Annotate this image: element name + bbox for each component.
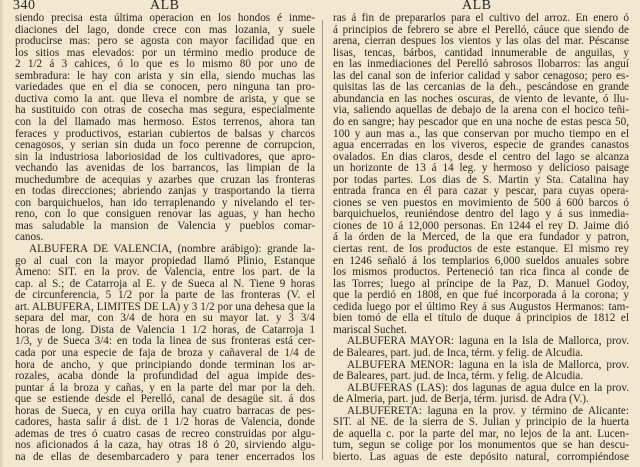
text-line: un horizonte de 13 á 14 leg. y hermoso y delicioso paisage [333,163,629,175]
text-line: cadores, hasta salir á dist. de 1 1/2 horas de Valencia, donde [15,417,315,429]
text-line: go al cual con la mayor propiedad llamó Plinio, Estanque [15,255,315,267]
text-line: por todas partes. Los dias de S. Martin y Sta. Catalina hay [333,174,629,186]
text-line: lisas, tencas, bárbos, cantidad innumerable de anguilas, y [333,47,629,59]
text-line: feraces y productivos, estarian cubiertos de balsas y charcos [15,128,315,140]
text-line: ciones de 10 á 12,000 personas. En 1244 el rey D. Jaime dió [333,220,629,232]
text-line: ras á fin de prepararlos para el cultivo del arroz. En enero ó [333,13,629,24]
text-line: de Baleares, part. jud. de Inca, térm. y felig. de Alcudia. [333,371,584,383]
text-line: ha sustituido con otras de cosecha mas segura, especialmente [15,105,315,117]
text-line: diaciones del lago, donde crece con mas lozania, y suele [15,24,315,36]
text-line: rozales, acaba donde la profundidad del agua impide des- [15,371,315,383]
text-line: muchedumbre de acequias y azarbes que cruzan las fronteras [15,174,315,186]
running-head-right: ALB [462,0,492,13]
text-line: horas de Sueca, y en cuya orilla hay cuatro barracas de pes- [15,405,315,417]
text-line: abundancia en las noches oscuras, de viento de levante, ó llu- [333,93,629,105]
text-line: á la órden de la Merced, de la que era fundador y patron, [333,232,629,244]
text-line: arena, cierran despues los vientos y las olas del mar. Péscanse [333,36,629,48]
text-line: mariscal Suchet. [333,324,407,336]
text-line: con la del llamado mas hermoso. Estos terrenos, ahora tan [15,116,315,128]
text-line: quisitas las de las cercanias de la deh., pescándose en grande [333,82,629,94]
text-line: sembradura: le hay con arista y sin ella, siendo muchas las [15,70,315,82]
text-line: mas saludable la mansion de Valencia y pueblos comar- [15,220,315,232]
text-line: ovalados. En dias claros, desde el centro del lago se alcanza [333,151,629,163]
text-line: bien tomó de ella el título de duque á principios de 1812 el [333,313,629,325]
right-column [333,0,629,467]
left-column [15,0,315,467]
column-rule [322,20,323,460]
page-edge-shadow [0,0,4,467]
text-line: producirse mas: pero se agosta con mayor facilidad que en [15,36,315,48]
text-line: vechando las avenidas de los barrancos, las limpian de la [15,163,315,175]
text-line: ALBUFERAS (LAS): dos lagunas de agua dulce en la prov. [347,382,629,394]
text-line: ciones se ven puestos en movimiento de 500 á 600 barcos ó [333,197,629,209]
text-line: hora de ancho, y que principiando donde terminan los ar- [15,359,315,371]
text-line: de Baleares, part. jud. de Inca, térm. y felig. de Alcudia. [333,347,584,359]
page-number: 340 [13,0,36,13]
text-line: puntar á la broza y cañas, y en la parte del mar por la deh. [15,382,315,394]
text-line: ALBUFERA DE VALENCIA, (nombre arábigo): grande la- [29,244,315,255]
text-line: de aquella c. por la parte del mar, no lejos de la ant. Lucen- [333,428,629,440]
text-line: na de ellas de desembarcadero y para tener encerrados los [15,451,315,463]
text-line: en 1246 señaló á los templarios 6,000 sueldos anuales sobre [333,255,629,267]
text-line: via, saliendo aquellas de debajo de la arena con el hocico teñi- [333,105,629,117]
text-line: tum, segun se colige por los monumentos que se han descu- [333,440,629,452]
text-line: que se estiende desde el Perelló, canal de desagüe sit. á dos [15,394,315,406]
text-line: en las inmediaciones del Perelló sabrosos llobarros: las anguí [333,59,629,71]
running-head-left: ALB [150,0,180,13]
text-line: bierto. Las aguas de este depósito natural, corrompiéndose [333,451,629,463]
text-line: art. ALBUFERA, LIMITES DE LA) y 3 1/2 por una dehesa que la [15,301,315,313]
text-line: cada por una especie de faja de broza y cañaveral de 1/4 de [15,347,315,359]
text-line: cap. al S.; de Catarroja al E. y de Sueca al N. Tiene 9 horas [15,278,315,290]
text-line: que la perdió en 1808, en que fué incorporada á la corona; y [333,290,629,302]
text-line: ALBUFERA MENOR: laguna en la isla de Mallorca, prov. [347,359,629,371]
text-line: separa del mar, con 3/4 de hora en su mayor lat. y 3 3/4 [15,313,315,325]
text-line: con barquichuelos, han ido terraplenando y nivelando el ter- [15,197,315,209]
text-line: do en sangre; hay pescador que en una noche de estas pesca 50, [333,116,629,128]
text-line: 2 1/2 á 3 cahices, ó lo que es lo mismo 80 por uno de [15,59,315,71]
text-line: los mismos productos. Perteneció tan rica finca al conde de [333,267,629,279]
text-line: de Almeria, part. jud. de Berja, térm. jurisd. de Adra (V.). [333,394,589,406]
text-line: barquichuelos, reuniéndose dentro del lago y á sus inmedia- [333,209,629,221]
text-line: reno, con lo que consiguen renovar las aguas, y han hecho [15,209,315,221]
text-line: cenagosos, y serian sin duda un foco perenne de corrupcion, [15,140,315,152]
text-line: en todas direcciones; abriendo zanjas y trasportando la tierra [15,186,315,198]
text-line: de circunferencia, 5 1/2 por la parte de las fronteras (V. el [15,290,315,302]
text-line: sin la industriosa laboriosidad de los cultivadores, que apro- [15,151,315,163]
text-line: ductiva como la ant. que lleva el nombre de arista, y que se [15,93,315,105]
text-line: 100 y aun mas a., las que conservan por mucho tiempo en el [333,128,629,140]
text-line: agua encerradas en los viveros, especie de grandes canastos [333,140,629,152]
text-line: las Torres; luego al príncipe de la Paz, D. Manuel Godoy, [333,278,629,290]
text-line: SIT. al NE. de la sierra de S. Julian y principio de la huerta [333,417,629,429]
text-line: cedida luego por el último Rey á sus Augustos Hermanos: tam- [333,301,629,313]
text-line: á principios de febrero se abre el Perelló, cáuce que siendo de [333,24,629,36]
text-line: 1/3, y de Sueca 3/4: en toda la linea de sus fronteras está cer- [15,336,315,348]
text-line: nos aficionados á la caza, hay otras 18 ó 20, sirviendo algu- [15,440,315,452]
text-line: variedades que en el dia se conocen, pero ninguna tan pro- [15,82,315,94]
text-line: los sitios mas elevados: por un término medio produce de [15,47,315,59]
text-line: ciertas rent. de los productos de este estanque. El mismo rey [333,244,629,255]
text-line: horas de long. Dista de Valencia 1 1/2 horas, de Catarroja 1 [15,324,315,336]
text-line: entrada franca en él para cazar y pescar, para cuyas opera- [333,186,629,198]
text-line: siendo precisa esta última operacion en los hondos é inme- [15,13,315,24]
text-line: Ameno: SIT. en la prov. de Valencia, entre los part. de la [15,267,315,279]
text-line: canos. [15,232,44,244]
text-line: ALBUFERETA: laguna en la prov. y término de Alicante: [347,405,629,417]
text-line: las del canal son de inferior calidad y sabor cenagoso; pero es- [333,70,629,82]
text-line: ademas de tres ó cuatro casas de recreo construidas por algu- [15,428,315,440]
text-line: ALBUFERA MAYOR: laguna en la Isla de Mallorca, prov. [347,336,629,348]
